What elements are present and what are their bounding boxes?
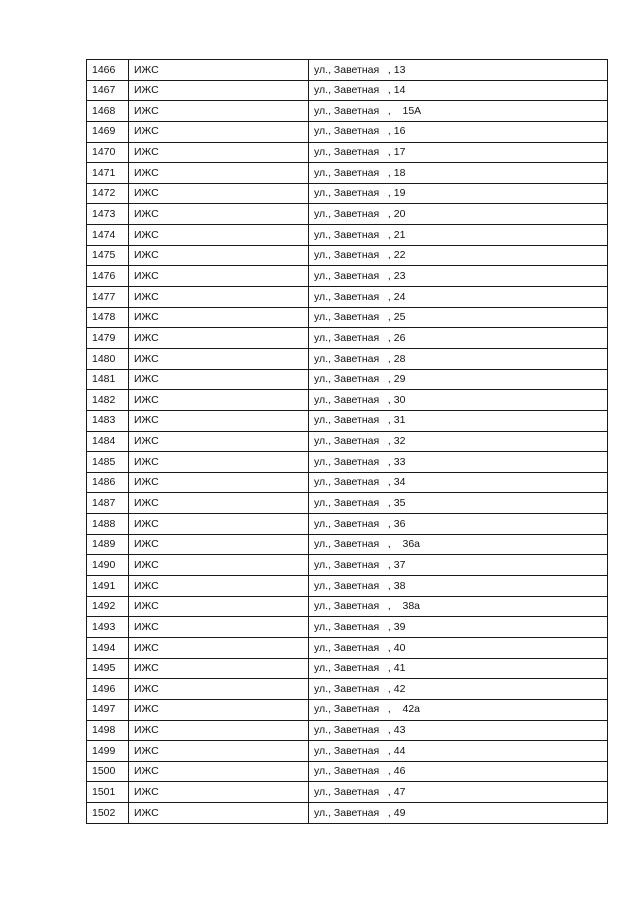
- building-type-cell: ИЖС: [129, 782, 309, 803]
- row-number-cell: 1495: [87, 658, 129, 679]
- address-cell: ул., Заветная , 49: [309, 803, 608, 824]
- address-cell: ул., Заветная , 19: [309, 183, 608, 204]
- address-cell: ул., Заветная , 28: [309, 348, 608, 369]
- row-number-cell: 1467: [87, 80, 129, 101]
- table-row: [87, 142, 608, 163]
- row-number-cell: 1479: [87, 328, 129, 349]
- building-type-cell: ИЖС: [129, 348, 309, 369]
- row-number-cell: 1478: [87, 307, 129, 328]
- building-type-cell: ИЖС: [129, 761, 309, 782]
- building-type-cell: ИЖС: [129, 369, 309, 390]
- building-type-cell: ИЖС: [129, 576, 309, 597]
- building-type-cell: ИЖС: [129, 225, 309, 246]
- address-cell: ул., Заветная , 47: [309, 782, 608, 803]
- row-number-cell: 1494: [87, 637, 129, 658]
- address-cell: ул., Заветная , 15А: [309, 101, 608, 122]
- table-row: [87, 390, 608, 411]
- building-type-cell: ИЖС: [129, 245, 309, 266]
- row-number-cell: 1475: [87, 245, 129, 266]
- table-row: [87, 80, 608, 101]
- table-body: [87, 60, 608, 824]
- building-type-cell: ИЖС: [129, 493, 309, 514]
- row-number-cell: 1481: [87, 369, 129, 390]
- building-type-cell: ИЖС: [129, 472, 309, 493]
- table-row: [87, 741, 608, 762]
- address-cell: ул., Заветная , 37: [309, 555, 608, 576]
- building-type-cell: ИЖС: [129, 60, 309, 81]
- table-row: [87, 245, 608, 266]
- table-row: [87, 163, 608, 184]
- table-row: [87, 637, 608, 658]
- row-number-cell: 1471: [87, 163, 129, 184]
- building-type-cell: ИЖС: [129, 720, 309, 741]
- row-number-cell: 1470: [87, 142, 129, 163]
- address-cell: ул., Заветная , 42: [309, 679, 608, 700]
- building-type-cell: ИЖС: [129, 803, 309, 824]
- table-row: [87, 204, 608, 225]
- table-row: [87, 514, 608, 535]
- table-row: [87, 452, 608, 473]
- row-number-cell: 1498: [87, 720, 129, 741]
- row-number-cell: 1496: [87, 679, 129, 700]
- address-cell: ул., Заветная , 20: [309, 204, 608, 225]
- building-type-cell: ИЖС: [129, 555, 309, 576]
- address-cell: ул., Заветная , 18: [309, 163, 608, 184]
- row-number-cell: 1476: [87, 266, 129, 287]
- building-type-cell: ИЖС: [129, 307, 309, 328]
- building-type-cell: ИЖС: [129, 266, 309, 287]
- table-row: [87, 699, 608, 720]
- table-row: [87, 761, 608, 782]
- row-number-cell: 1491: [87, 576, 129, 597]
- table-row: [87, 431, 608, 452]
- table-row: [87, 617, 608, 638]
- address-cell: ул., Заветная , 13: [309, 60, 608, 81]
- address-cell: ул., Заветная , 46: [309, 761, 608, 782]
- row-number-cell: 1474: [87, 225, 129, 246]
- address-cell: ул., Заветная , 30: [309, 390, 608, 411]
- building-type-cell: ИЖС: [129, 534, 309, 555]
- table-row: [87, 720, 608, 741]
- table-row: [87, 60, 608, 81]
- table-row: [87, 183, 608, 204]
- building-type-cell: ИЖС: [129, 679, 309, 700]
- building-type-cell: ИЖС: [129, 741, 309, 762]
- row-number-cell: 1477: [87, 287, 129, 308]
- row-number-cell: 1500: [87, 761, 129, 782]
- building-type-cell: ИЖС: [129, 142, 309, 163]
- address-cell: ул., Заветная , 17: [309, 142, 608, 163]
- table-row: [87, 328, 608, 349]
- table-row: [87, 307, 608, 328]
- table-row: [87, 803, 608, 824]
- row-number-cell: 1499: [87, 741, 129, 762]
- address-cell: ул., Заветная , 16: [309, 121, 608, 142]
- row-number-cell: 1483: [87, 410, 129, 431]
- building-type-cell: ИЖС: [129, 637, 309, 658]
- row-number-cell: 1487: [87, 493, 129, 514]
- table-row: [87, 121, 608, 142]
- address-cell: ул., Заветная , 23: [309, 266, 608, 287]
- building-type-cell: ИЖС: [129, 328, 309, 349]
- building-type-cell: ИЖС: [129, 596, 309, 617]
- table-row: [87, 266, 608, 287]
- building-type-cell: ИЖС: [129, 101, 309, 122]
- row-number-cell: 1473: [87, 204, 129, 225]
- address-cell: ул., Заветная , 34: [309, 472, 608, 493]
- table-row: [87, 679, 608, 700]
- building-type-cell: ИЖС: [129, 80, 309, 101]
- building-type-cell: ИЖС: [129, 452, 309, 473]
- address-cell: ул., Заветная , 36а: [309, 534, 608, 555]
- row-number-cell: 1501: [87, 782, 129, 803]
- building-type-cell: ИЖС: [129, 410, 309, 431]
- table-row: [87, 555, 608, 576]
- table-row: [87, 410, 608, 431]
- row-number-cell: 1486: [87, 472, 129, 493]
- table-row: [87, 225, 608, 246]
- building-type-cell: ИЖС: [129, 183, 309, 204]
- table-row: [87, 493, 608, 514]
- address-cell: ул., Заветная , 32: [309, 431, 608, 452]
- address-cell: ул., Заветная , 38: [309, 576, 608, 597]
- address-cell: ул., Заветная , 41: [309, 658, 608, 679]
- building-type-cell: ИЖС: [129, 287, 309, 308]
- table-row: [87, 348, 608, 369]
- address-cell: ул., Заветная , 22: [309, 245, 608, 266]
- row-number-cell: 1466: [87, 60, 129, 81]
- address-cell: ул., Заветная , 35: [309, 493, 608, 514]
- row-number-cell: 1482: [87, 390, 129, 411]
- building-type-cell: ИЖС: [129, 163, 309, 184]
- row-number-cell: 1497: [87, 699, 129, 720]
- address-cell: ул., Заветная , 40: [309, 637, 608, 658]
- address-cell: ул., Заветная , 26: [309, 328, 608, 349]
- address-table: [86, 59, 608, 824]
- address-cell: ул., Заветная , 21: [309, 225, 608, 246]
- row-number-cell: 1480: [87, 348, 129, 369]
- row-number-cell: 1472: [87, 183, 129, 204]
- table-row: [87, 287, 608, 308]
- table-row: [87, 658, 608, 679]
- address-cell: ул., Заветная , 29: [309, 369, 608, 390]
- row-number-cell: 1493: [87, 617, 129, 638]
- address-cell: ул., Заветная , 42а: [309, 699, 608, 720]
- row-number-cell: 1489: [87, 534, 129, 555]
- building-type-cell: ИЖС: [129, 658, 309, 679]
- table-row: [87, 596, 608, 617]
- row-number-cell: 1492: [87, 596, 129, 617]
- row-number-cell: 1488: [87, 514, 129, 535]
- address-cell: ул., Заветная , 43: [309, 720, 608, 741]
- building-type-cell: ИЖС: [129, 121, 309, 142]
- building-type-cell: ИЖС: [129, 390, 309, 411]
- address-cell: ул., Заветная , 36: [309, 514, 608, 535]
- row-number-cell: 1485: [87, 452, 129, 473]
- table-row: [87, 534, 608, 555]
- row-number-cell: 1469: [87, 121, 129, 142]
- building-type-cell: ИЖС: [129, 204, 309, 225]
- address-cell: ул., Заветная , 24: [309, 287, 608, 308]
- address-cell: ул., Заветная , 39: [309, 617, 608, 638]
- address-cell: ул., Заветная , 38а: [309, 596, 608, 617]
- table-row: [87, 576, 608, 597]
- row-number-cell: 1468: [87, 101, 129, 122]
- address-cell: ул., Заветная , 25: [309, 307, 608, 328]
- address-cell: ул., Заветная , 14: [309, 80, 608, 101]
- building-type-cell: ИЖС: [129, 699, 309, 720]
- address-cell: ул., Заветная , 33: [309, 452, 608, 473]
- building-type-cell: ИЖС: [129, 431, 309, 452]
- table-row: [87, 782, 608, 803]
- row-number-cell: 1490: [87, 555, 129, 576]
- table-row: [87, 369, 608, 390]
- address-cell: ул., Заветная , 44: [309, 741, 608, 762]
- row-number-cell: 1484: [87, 431, 129, 452]
- table-row: [87, 472, 608, 493]
- building-type-cell: ИЖС: [129, 617, 309, 638]
- building-type-cell: ИЖС: [129, 514, 309, 535]
- table-row: [87, 101, 608, 122]
- row-number-cell: 1502: [87, 803, 129, 824]
- address-cell: ул., Заветная , 31: [309, 410, 608, 431]
